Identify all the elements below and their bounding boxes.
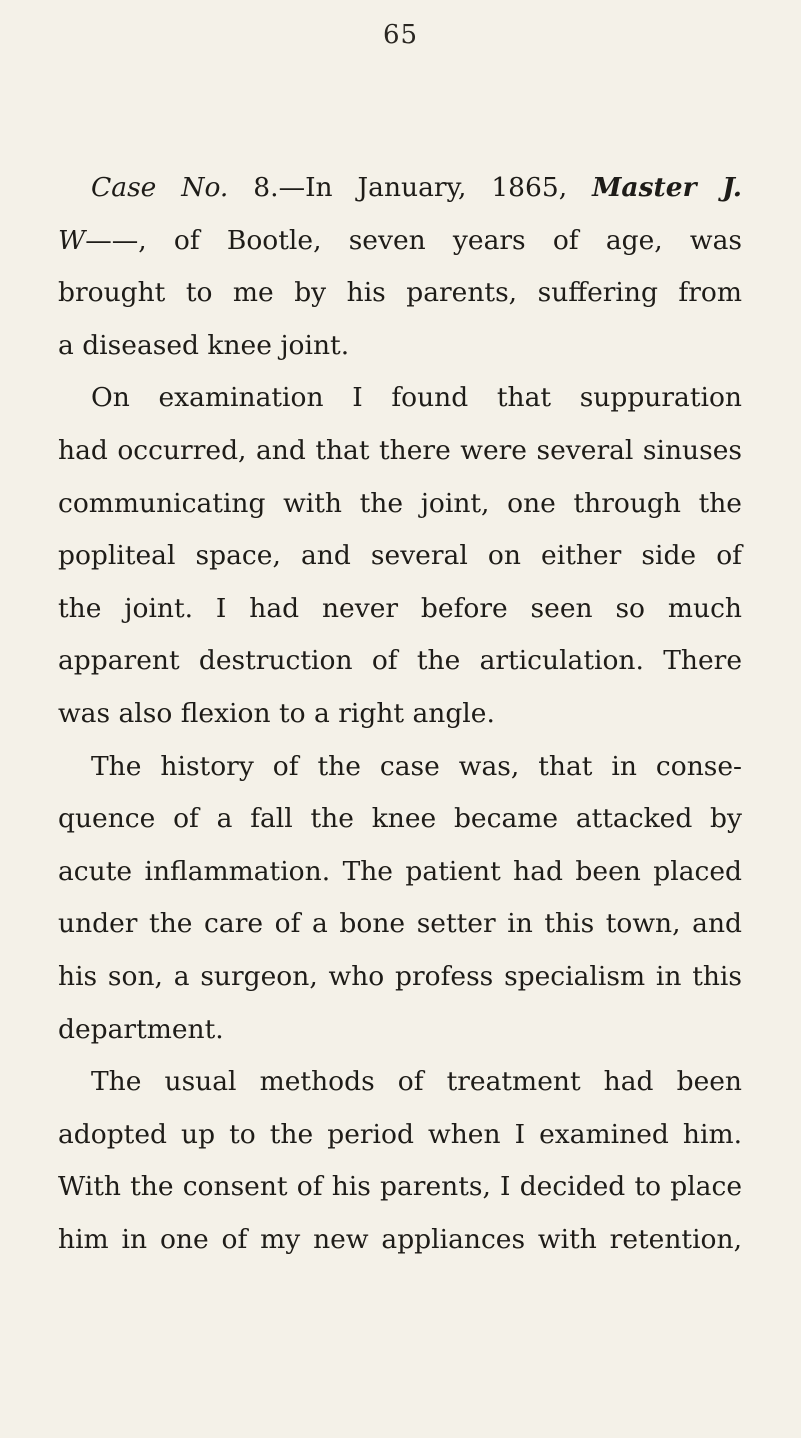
text-line: was also flexion to a right angle. <box>58 697 495 729</box>
text-line: under the care of a bone setter in this town, and <box>58 908 742 940</box>
text-line-patient <box>58 215 742 268</box>
text-line: quence of a fall the knee became attacked by <box>58 803 742 835</box>
patient-dash: ——, <box>85 224 147 256</box>
text-line: communicating with the joint, one through the <box>58 487 742 519</box>
text-line: apparent destruction of the articulation. There <box>58 645 742 677</box>
case-number: 8 <box>253 172 271 203</box>
text-line: him in one of my new appliances with retention, <box>58 1223 742 1255</box>
case-label: Case No. <box>91 172 229 203</box>
body-text <box>58 162 742 1266</box>
text-line: With the consent of his parents, I decided to place <box>58 1171 742 1203</box>
patient-initial: W <box>58 224 86 256</box>
text-line: popliteal space, and several on either side of <box>58 540 742 572</box>
text-line: his son, a surgeon, who profess specialism in this <box>58 960 742 992</box>
text-line: acute inflammation. The patient had been placed <box>58 855 742 887</box>
paragraph-start: The usual methods of treatment had been <box>91 1066 742 1098</box>
text-line: adopted up to the period when I examined him. <box>58 1118 742 1150</box>
paragraph-start: The history of the case was, that in conse- <box>91 750 742 782</box>
text-line: the joint. I had never before seen so much <box>58 592 742 624</box>
text-line-case-heading <box>58 162 742 215</box>
text-line: department. <box>58 1013 224 1045</box>
page-number: 65 <box>382 20 419 50</box>
text-line: had occurred, and that there were several sinuses <box>58 434 742 466</box>
paragraph-start: On examination I found that suppuration <box>91 382 742 414</box>
case-intro: .—In January, 1865, <box>270 172 593 203</box>
patient-title: Master J. <box>592 172 742 203</box>
text-line: brought to me by his parents, suffering from <box>58 277 742 309</box>
patient-details: of Bootle, seven years of age, was <box>146 224 742 256</box>
text-line: a diseased knee joint. <box>58 329 350 361</box>
